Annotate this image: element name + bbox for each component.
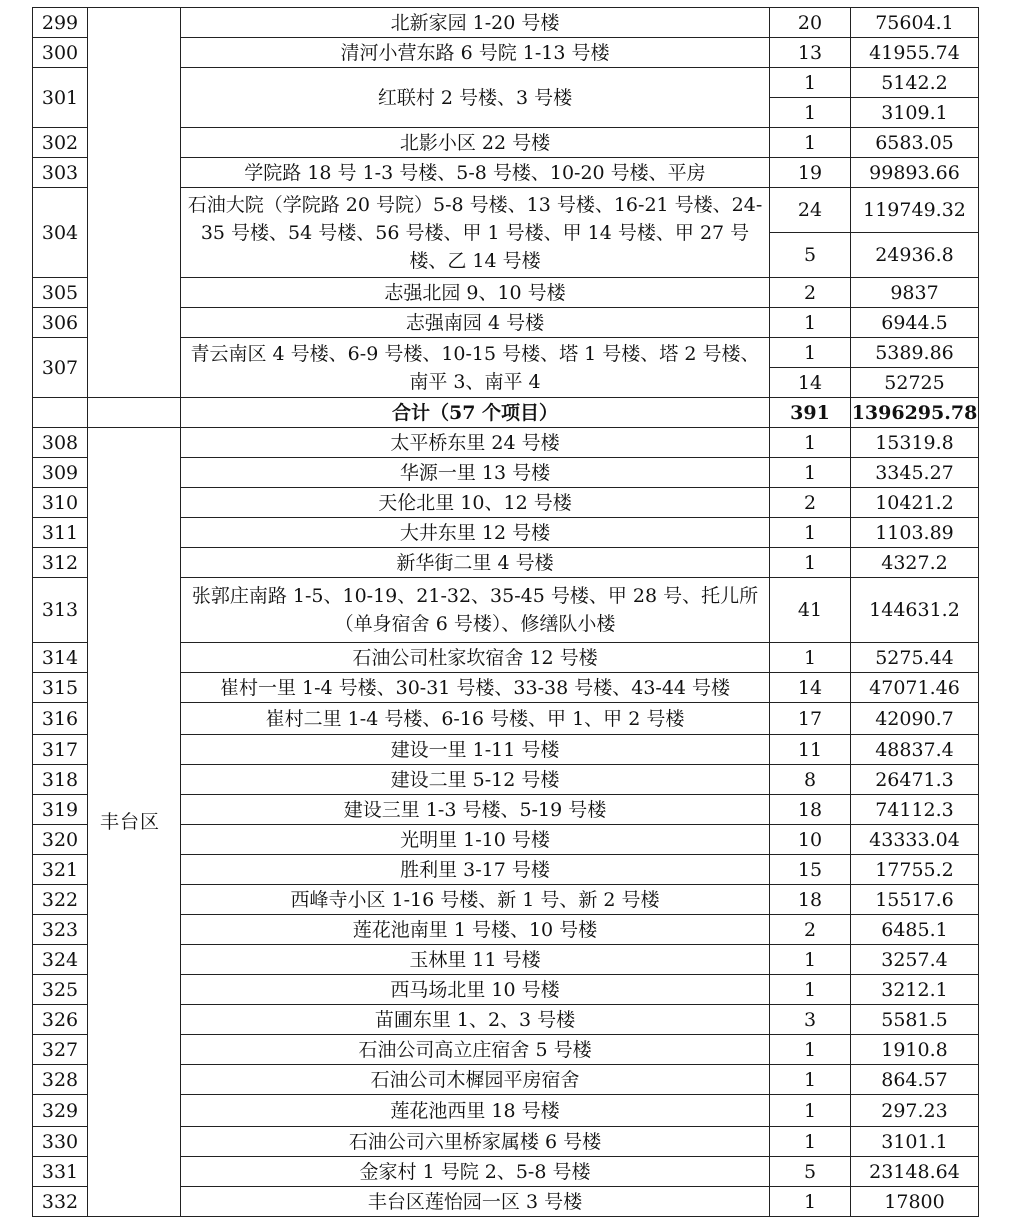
building-count: 5 [770, 1157, 851, 1187]
floor-area: 15319.8 [851, 428, 979, 458]
row-number: 301 [33, 68, 88, 128]
floor-area: 74112.3 [851, 795, 979, 825]
building-count: 41 [770, 578, 851, 643]
project-name: 西马场北里 10 号楼 [181, 975, 770, 1005]
building-count: 11 [770, 735, 851, 765]
project-name: 丰台区莲怡园一区 3 号楼 [181, 1187, 770, 1217]
building-count: 5 [770, 233, 851, 278]
total-area: 1396295.78 [851, 398, 979, 428]
project-name: 华源一里 13 号楼 [181, 458, 770, 488]
floor-area: 864.57 [851, 1065, 979, 1095]
building-count: 14 [770, 368, 851, 398]
row-number: 320 [33, 825, 88, 855]
district-cell-blank [88, 8, 181, 398]
row-number: 317 [33, 735, 88, 765]
floor-area: 144631.2 [851, 578, 979, 643]
floor-area: 3345.27 [851, 458, 979, 488]
floor-area: 119749.32 [851, 188, 979, 233]
floor-area: 9837 [851, 278, 979, 308]
building-count: 1 [770, 98, 851, 128]
floor-area: 5142.2 [851, 68, 979, 98]
building-count: 2 [770, 488, 851, 518]
building-count: 10 [770, 825, 851, 855]
building-count: 1 [770, 643, 851, 673]
project-name: 莲花池西里 18 号楼 [181, 1095, 770, 1127]
project-name: 天伦北里 10、12 号楼 [181, 488, 770, 518]
project-name: 石油公司高立庄宿舍 5 号楼 [181, 1035, 770, 1065]
project-name: 青云南区 4 号楼、6-9 号楼、10-15 号楼、塔 1 号楼、塔 2 号楼、南平 3、南平 4 [181, 338, 770, 398]
project-name: 北新家园 1-20 号楼 [181, 8, 770, 38]
building-count: 1 [770, 338, 851, 368]
building-count: 1 [770, 945, 851, 975]
floor-area: 15517.6 [851, 885, 979, 915]
building-count: 2 [770, 915, 851, 945]
building-count: 15 [770, 855, 851, 885]
row-number: 300 [33, 38, 88, 68]
district-cell-fengtai: 丰台区 [88, 428, 181, 1217]
total-district-blank [88, 398, 181, 428]
project-name: 石油公司杜家坎宿舍 12 号楼 [181, 643, 770, 673]
floor-area: 3109.1 [851, 98, 979, 128]
floor-area: 5275.44 [851, 643, 979, 673]
table-row [33, 428, 979, 458]
building-count: 20 [770, 8, 851, 38]
project-name: 学院路 18 号 1-3 号楼、5-8 号楼、10-20 号楼、平房 [181, 158, 770, 188]
floor-area: 42090.7 [851, 703, 979, 735]
row-number: 331 [33, 1157, 88, 1187]
building-count: 3 [770, 1005, 851, 1035]
row-number: 325 [33, 975, 88, 1005]
floor-area: 6944.5 [851, 308, 979, 338]
project-table [32, 7, 979, 1217]
project-name: 红联村 2 号楼、3 号楼 [181, 68, 770, 128]
floor-area: 47071.46 [851, 673, 979, 703]
building-count: 1 [770, 308, 851, 338]
building-count: 1 [770, 68, 851, 98]
row-number: 319 [33, 795, 88, 825]
total-label: 合计（57 个项目） [181, 398, 770, 428]
floor-area: 4327.2 [851, 548, 979, 578]
row-number: 318 [33, 765, 88, 795]
row-number: 330 [33, 1127, 88, 1157]
building-count: 2 [770, 278, 851, 308]
table-body [33, 8, 979, 1217]
project-name: 崔村二里 1-4 号楼、6-16 号楼、甲 1、甲 2 号楼 [181, 703, 770, 735]
floor-area: 52725 [851, 368, 979, 398]
row-number: 311 [33, 518, 88, 548]
project-name: 光明里 1-10 号楼 [181, 825, 770, 855]
project-name: 西峰寺小区 1-16 号楼、新 1 号、新 2 号楼 [181, 885, 770, 915]
floor-area: 17755.2 [851, 855, 979, 885]
building-count: 1 [770, 1127, 851, 1157]
row-number: 306 [33, 308, 88, 338]
floor-area: 1103.89 [851, 518, 979, 548]
row-number: 302 [33, 128, 88, 158]
project-name: 苗圃东里 1、2、3 号楼 [181, 1005, 770, 1035]
project-name: 北影小区 22 号楼 [181, 128, 770, 158]
floor-area: 48837.4 [851, 735, 979, 765]
project-name: 大井东里 12 号楼 [181, 518, 770, 548]
floor-area: 17800 [851, 1187, 979, 1217]
row-number: 310 [33, 488, 88, 518]
row-number: 321 [33, 855, 88, 885]
building-count: 18 [770, 795, 851, 825]
building-count: 1 [770, 975, 851, 1005]
building-count: 1 [770, 1035, 851, 1065]
project-name: 志强南园 4 号楼 [181, 308, 770, 338]
floor-area: 6583.05 [851, 128, 979, 158]
floor-area: 99893.66 [851, 158, 979, 188]
data-table-container [32, 7, 978, 1217]
row-number: 322 [33, 885, 88, 915]
floor-area: 297.23 [851, 1095, 979, 1127]
project-name: 太平桥东里 24 号楼 [181, 428, 770, 458]
row-number: 309 [33, 458, 88, 488]
project-name: 新华街二里 4 号楼 [181, 548, 770, 578]
row-number: 326 [33, 1005, 88, 1035]
building-count: 17 [770, 703, 851, 735]
building-count: 19 [770, 158, 851, 188]
project-name: 志强北园 9、10 号楼 [181, 278, 770, 308]
row-number: 329 [33, 1095, 88, 1127]
row-number: 328 [33, 1065, 88, 1095]
project-name: 张郭庄南路 1-5、10-19、21-32、35-45 号楼、甲 28 号、托儿所（单身宿舍 6 号楼）、修缮队小楼 [181, 578, 770, 643]
project-name: 石油公司木樨园平房宿舍 [181, 1065, 770, 1095]
building-count: 1 [770, 1095, 851, 1127]
building-count: 1 [770, 548, 851, 578]
floor-area: 1910.8 [851, 1035, 979, 1065]
row-number: 304 [33, 188, 88, 278]
table-row [33, 8, 979, 38]
project-name: 莲花池南里 1 号楼、10 号楼 [181, 915, 770, 945]
floor-area: 43333.04 [851, 825, 979, 855]
floor-area: 24936.8 [851, 233, 979, 278]
floor-area: 10421.2 [851, 488, 979, 518]
building-count: 1 [770, 1065, 851, 1095]
project-name: 崔村一里 1-4 号楼、30-31 号楼、33-38 号楼、43-44 号楼 [181, 673, 770, 703]
row-number: 323 [33, 915, 88, 945]
floor-area: 6485.1 [851, 915, 979, 945]
floor-area: 5389.86 [851, 338, 979, 368]
row-number: 315 [33, 673, 88, 703]
total-number-blank [33, 398, 88, 428]
building-count: 1 [770, 518, 851, 548]
building-count: 13 [770, 38, 851, 68]
project-name: 胜利里 3-17 号楼 [181, 855, 770, 885]
building-count: 24 [770, 188, 851, 233]
project-name: 建设三里 1-3 号楼、5-19 号楼 [181, 795, 770, 825]
building-count: 14 [770, 673, 851, 703]
building-count: 8 [770, 765, 851, 795]
building-count: 1 [770, 458, 851, 488]
row-number: 324 [33, 945, 88, 975]
project-name: 玉林里 11 号楼 [181, 945, 770, 975]
row-number: 308 [33, 428, 88, 458]
row-number: 332 [33, 1187, 88, 1217]
row-number: 312 [33, 548, 88, 578]
row-number: 305 [33, 278, 88, 308]
project-name: 建设一里 1-11 号楼 [181, 735, 770, 765]
floor-area: 23148.64 [851, 1157, 979, 1187]
project-name: 清河小营东路 6 号院 1-13 号楼 [181, 38, 770, 68]
floor-area: 75604.1 [851, 8, 979, 38]
project-name: 石油公司六里桥家属楼 6 号楼 [181, 1127, 770, 1157]
row-number: 299 [33, 8, 88, 38]
floor-area: 26471.3 [851, 765, 979, 795]
floor-area: 3212.1 [851, 975, 979, 1005]
floor-area: 5581.5 [851, 1005, 979, 1035]
row-number: 316 [33, 703, 88, 735]
building-count: 1 [770, 1187, 851, 1217]
row-number: 327 [33, 1035, 88, 1065]
building-count: 1 [770, 428, 851, 458]
row-number: 307 [33, 338, 88, 398]
project-name: 金家村 1 号院 2、5-8 号楼 [181, 1157, 770, 1187]
floor-area: 3257.4 [851, 945, 979, 975]
row-number: 314 [33, 643, 88, 673]
floor-area: 41955.74 [851, 38, 979, 68]
total-row [33, 398, 979, 428]
floor-area: 3101.1 [851, 1127, 979, 1157]
project-name: 建设二里 5-12 号楼 [181, 765, 770, 795]
building-count: 18 [770, 885, 851, 915]
total-count: 391 [770, 398, 851, 428]
row-number: 313 [33, 578, 88, 643]
row-number: 303 [33, 158, 88, 188]
building-count: 1 [770, 128, 851, 158]
project-name: 石油大院（学院路 20 号院）5-8 号楼、13 号楼、16-21 号楼、24-35 号楼、54 号楼、56 号楼、甲 1 号楼、甲 14 号楼、甲 27 号楼、乙 14 号楼 [181, 188, 770, 278]
